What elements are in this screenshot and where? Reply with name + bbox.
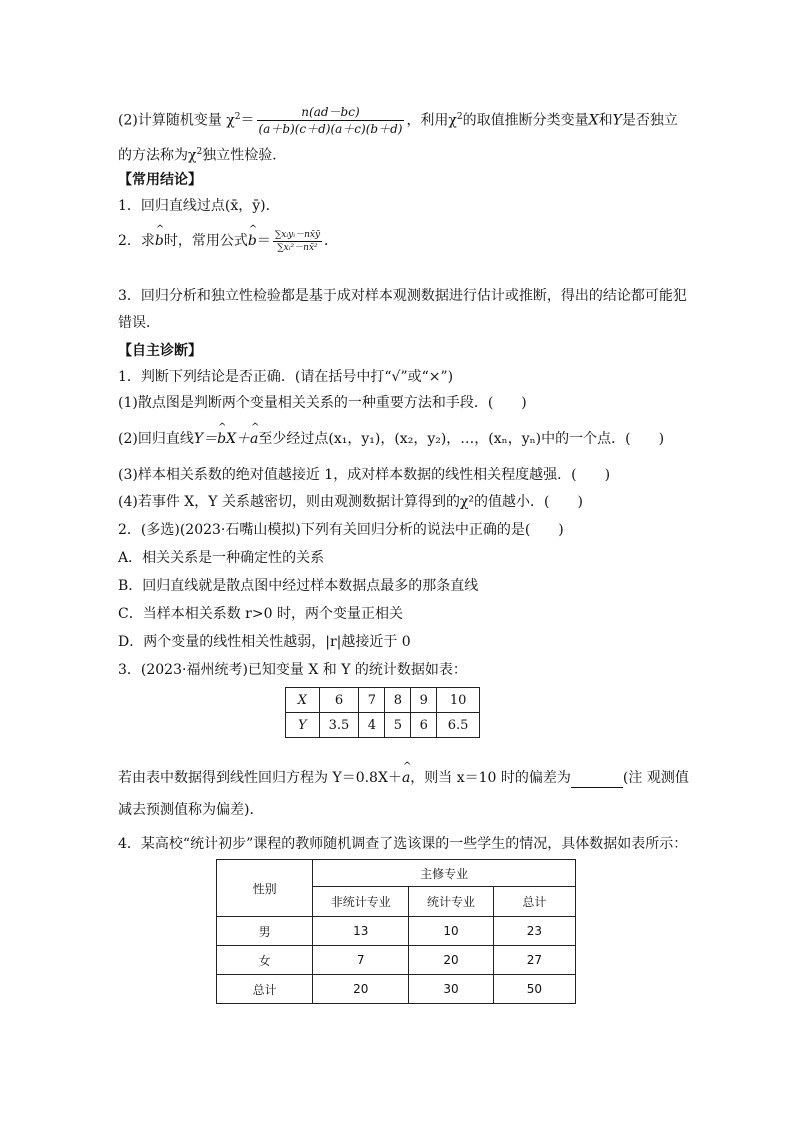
fraction-numerator: n(ad－bc) — [301, 105, 360, 120]
question-3-text-1 — [118, 768, 689, 788]
table-cell: 9 — [411, 688, 437, 713]
table-cell: 10 — [409, 917, 493, 946]
table-cell: 13 — [313, 917, 409, 946]
table-cell: 20 — [313, 975, 409, 1004]
table-cell: 27 — [493, 946, 575, 975]
table-cell: X — [297, 692, 307, 708]
text: 的方法称为χ — [118, 147, 197, 164]
chi-square-fraction — [257, 104, 405, 137]
fraction-denominator: ∑xᵢ²－nx̄² — [273, 241, 322, 254]
question-2-option-d: D．两个变量的线性相关性越弱，|r|越接近于 0 — [118, 634, 411, 650]
question-1-item-1: (1)散点图是判断两个变量相关关系的一种重要方法和手段．( ) — [118, 395, 527, 411]
question-1-item-4: (4)若事件 X，Y 关系越密切，则由观测数据计算得到的χ²的值越小．( ) — [118, 494, 583, 510]
text: 时，常用公式 — [163, 233, 248, 249]
table-row — [217, 975, 576, 1004]
header-cell: 总计 — [493, 887, 575, 917]
table-cell: 4 — [359, 713, 385, 738]
table-cell: Y — [297, 717, 307, 733]
table-cell: 6 — [411, 713, 437, 738]
text: 独立性检验． — [202, 147, 287, 164]
fraction-numerator: ∑xᵢyᵢ－nx̄ȳ — [274, 229, 321, 240]
question-3-text-2: 减去预测值称为偏差)． — [118, 802, 264, 818]
text: ，则当 x＝10 时的偏差为 — [410, 770, 571, 786]
table-cell: 8 — [385, 688, 411, 713]
text: Y＝ — [193, 431, 218, 447]
table-cell: 20 — [409, 946, 493, 975]
conclusion-1: 1．回归直线过点(x̄，ȳ)． — [118, 198, 280, 214]
text: 的取值推断分类变量 — [462, 112, 589, 129]
chi-square-formula-line: (2)计算随机变量 $\chi^2=$ $\frac{n(ad-bc)}{(a+b)(c+d)(a+c)(b+d)}$ ，利用$\chi^2$的取值推断分类变量X和Y是否独立 — [118, 105, 678, 137]
table-cell: 23 — [493, 917, 575, 946]
text: ＝ — [256, 233, 271, 249]
table-cell: 7 — [359, 688, 385, 713]
question-1-item-2 — [118, 429, 664, 449]
text: 是否独立 — [621, 112, 678, 129]
text: (2)回归直线 — [118, 431, 194, 447]
gender-major-table — [216, 859, 576, 1004]
table-cell: 30 — [409, 975, 493, 1004]
chi-square-line-2: 的方法称为$\chi^2$独立性检验． — [118, 147, 287, 164]
text: ． — [324, 233, 339, 249]
text: X＋ — [226, 431, 251, 447]
var-y: Y — [612, 112, 622, 129]
table-cell: 3.5 — [319, 713, 359, 738]
table-cell: 10 — [437, 688, 480, 713]
table-row — [217, 946, 576, 975]
table-cell: 女 — [217, 946, 313, 975]
question-2-option-a: A．相关关系是一种确定性的关系 — [118, 550, 325, 566]
text: 和 — [598, 112, 613, 129]
table-cell: 7 — [313, 946, 409, 975]
a-hat: ^ a — [402, 768, 410, 788]
text: (注 观测值 — [622, 770, 689, 786]
header-major: 主修专业 — [313, 860, 576, 887]
fraction-denominator: (a＋b)(c＋d)(a＋c)(b＋d) — [258, 122, 403, 137]
xy-data-table — [285, 687, 480, 738]
slope-formula-fraction — [273, 229, 322, 254]
text: 若由表中数据得到线性回归方程为 Y＝0.8X＋ — [118, 770, 402, 786]
b-hat: ^ b — [217, 429, 226, 449]
a-hat: ^ a — [250, 429, 258, 449]
table-row — [217, 860, 576, 887]
table-row — [286, 713, 480, 738]
table-row — [217, 917, 576, 946]
header-cell: 统计专业 — [409, 887, 493, 917]
conclusion-3-line-2: 错误． — [118, 315, 160, 331]
question-4: 4．某高校“统计初步”课程的教师随机调查了选该课的一些学生的情况，具体数据如表所示： — [118, 836, 688, 852]
text: 至少经过点(x₁，y₁)，(x₂，y₂)，…，(xₙ，yₙ)中的一个点．( ) — [258, 431, 665, 447]
question-1: 1．判断下列结论是否正确．(请在括号中打“√”或“×”) — [118, 369, 454, 385]
table-row — [286, 688, 480, 713]
table-cell: 6 — [319, 688, 359, 713]
question-2-option-c: C．当样本相关系数 r>0 时，两个变量正相关 — [118, 606, 403, 622]
question-1-item-3: (3)样本相关系数的绝对值越接近 1，成对样本数据的线性相关程度越强．( ) — [118, 467, 611, 483]
var-x: X — [588, 112, 599, 129]
text: ，利用χ — [406, 112, 457, 129]
question-2-option-b: B．回归直线就是散点图中经过样本数据点最多的那条直线 — [118, 578, 479, 594]
heading-common-conclusions: 【常用结论】 — [118, 172, 202, 188]
answer-blank[interactable] — [571, 773, 623, 788]
heading-self-diagnosis: 【自主诊断】 — [118, 343, 202, 359]
conclusion-2: 2．求^ b时，常用公式^ b＝ $\frac{\text{∑xᵢyᵢ－nx̄ȳ}}{\text{∑xᵢ²－nx̄²}}$ ． — [118, 226, 338, 256]
table-cell: 总计 — [217, 975, 313, 1004]
table-cell: 5 — [385, 713, 411, 738]
table-cell: 50 — [493, 975, 575, 1004]
text: 2．求 — [118, 233, 155, 249]
header-cell: 非统计专业 — [313, 887, 409, 917]
text: (2)计算随机变量 χ — [118, 112, 235, 129]
table-cell: 男 — [217, 917, 313, 946]
question-2: 2．(多选)(2023·石嘴山模拟)下列有关回归分析的说法中正确的是( ) — [118, 522, 564, 538]
question-3: 3．(2023·福州统考)已知变量 X 和 Y 的统计数据如表： — [118, 662, 467, 678]
table-cell: 6.5 — [437, 713, 480, 738]
conclusion-3-line-1: 3．回归分析和独立性检验都是基于成对样本观测数据进行估计或推断，得出的结论都可能犯 — [118, 288, 687, 304]
header-gender: 性别 — [217, 860, 313, 917]
text: ＝ — [240, 112, 255, 129]
